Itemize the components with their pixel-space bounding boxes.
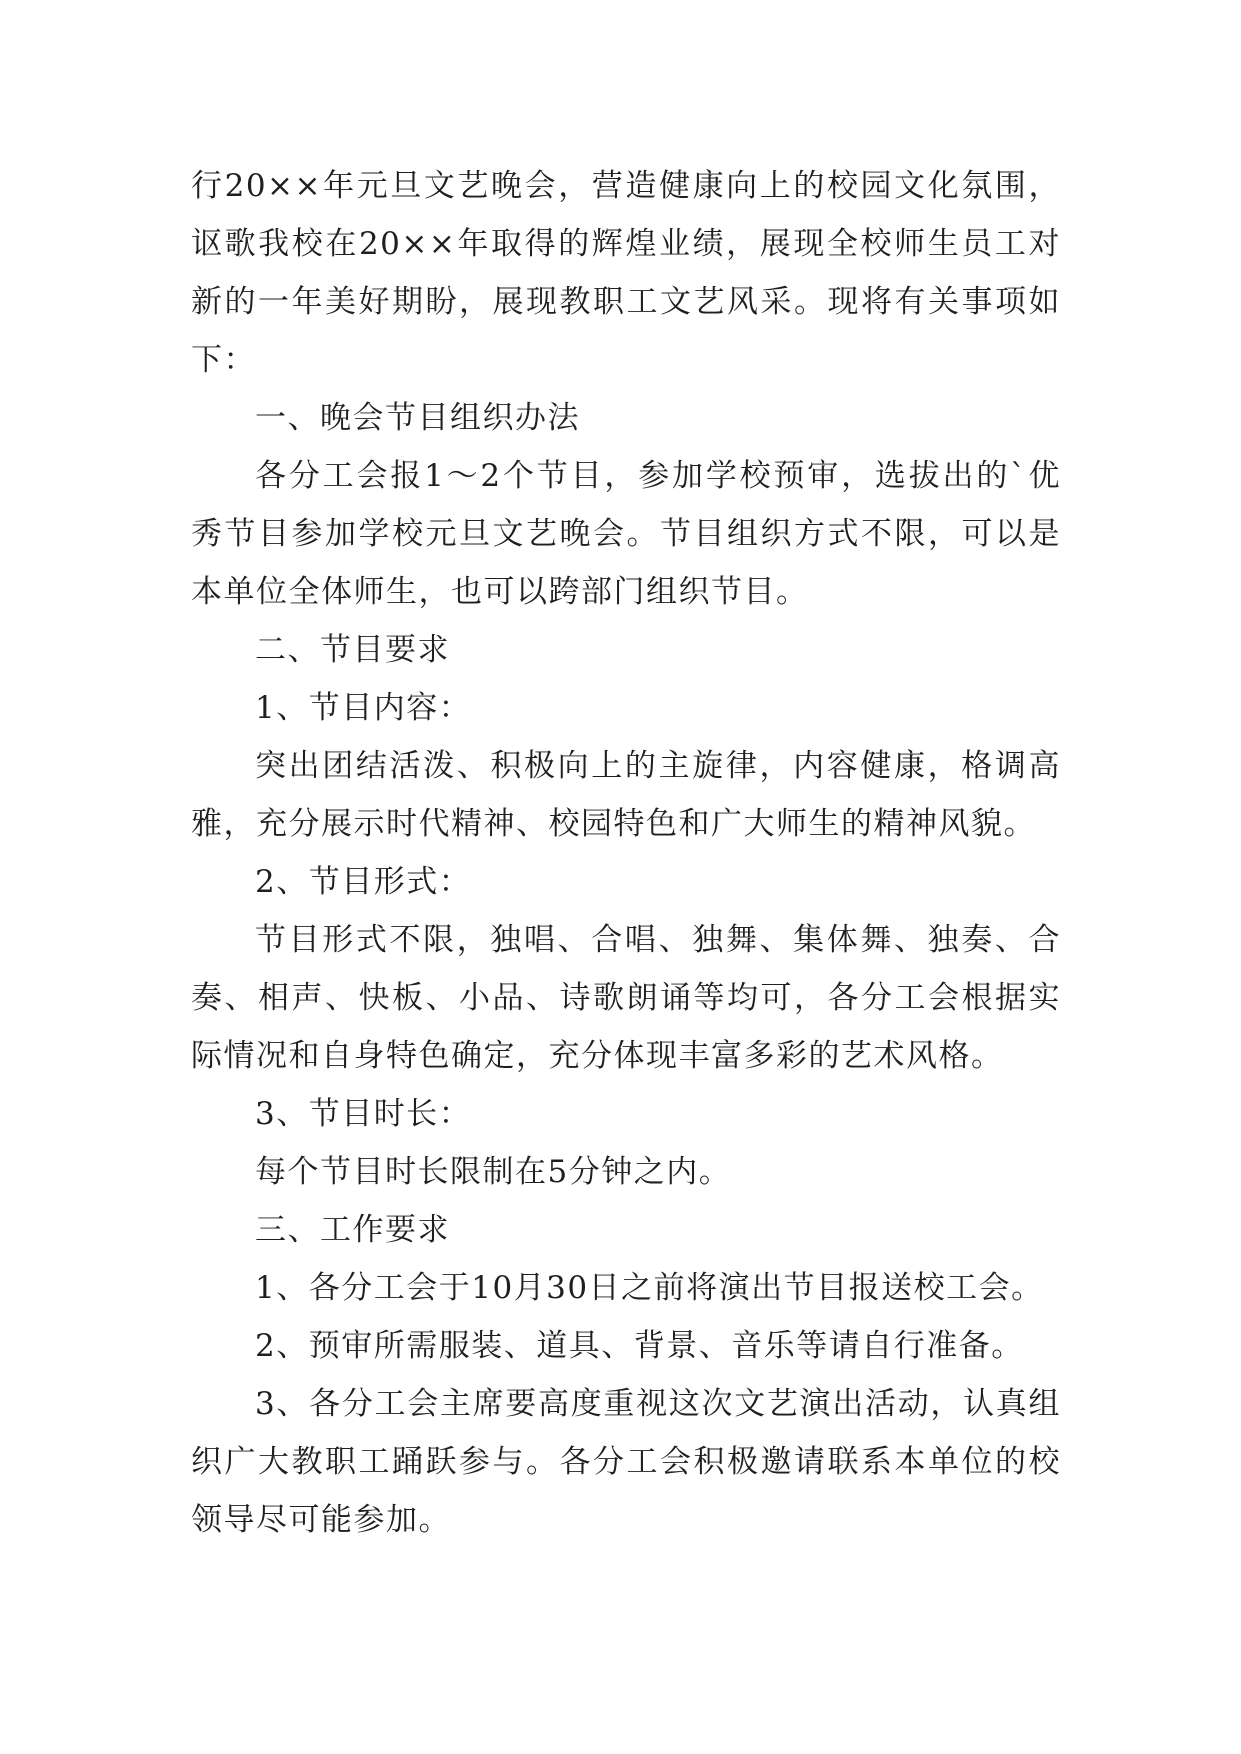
subheading-program-content: 1、节目内容： (255, 690, 472, 726)
section-heading-work-requirements: 三、工作要求 (255, 1212, 450, 1248)
section-heading-program-organization: 一、晚会节目组织办法 (255, 400, 580, 436)
paragraph-program-content: 突出团结活泼、积极向上的主旋律，内容健康，格调高雅，充分展示时代精神、校园特色和广大师生的精神风貌。 (191, 748, 1061, 842)
list-item-work-requirement-1: 1、各分工会于10月30日之前将演出节目报送校工会。 (255, 1270, 1044, 1306)
paragraph-program-duration: 每个节目时长限制在5分钟之内。 (255, 1154, 732, 1190)
subheading-program-duration: 3、节目时长： (255, 1096, 472, 1132)
paragraph-program-form: 节目形式不限，独唱、合唱、独舞、集体舞、独奏、合奏、相声、快板、小品、诗歌朗诵等均可，各分工会根据实际情况和自身特色确定，充分体现丰富多彩的艺术风格。 (191, 922, 1061, 1074)
list-item-work-requirement-3: 3、各分工会主席要高度重视这次文艺演出活动，认真组织广大教职工踊跃参与。各分工会积极邀请联系本单位的校领导尽可能参加。 (191, 1386, 1061, 1538)
document-body (191, 157, 1061, 1549)
section-heading-program-requirements: 二、节目要求 (255, 632, 450, 668)
list-item-work-requirement-2: 2、预审所需服装、道具、背景、音乐等请自行准备。 (255, 1328, 1024, 1364)
paragraph-intro-continuation: 行20××年元旦文艺晚会，营造健康向上的校园文化氛围，讴歌我校在20××年取得的辉煌业绩，展现全校师生员工对新的一年美好期盼，展现教职工文艺风采。现将有关事项如下： (191, 168, 1061, 378)
subheading-program-form: 2、节目形式： (255, 864, 472, 900)
paragraph-program-organization: 各分工会报1～2个节目，参加学校预审，选拔出的`优秀节目参加学校元旦文艺晚会。节目组织方式不限，可以是本单位全体师生，也可以跨部门组织节目。 (191, 458, 1061, 610)
